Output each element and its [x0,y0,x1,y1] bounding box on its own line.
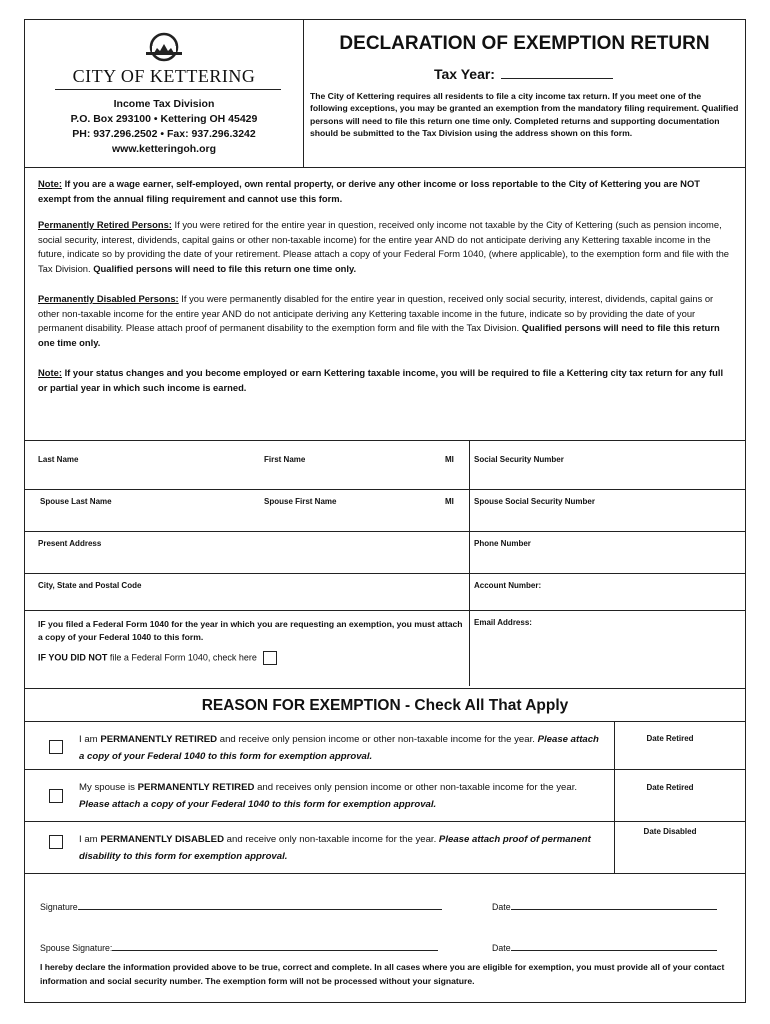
present-address-field[interactable]: Present Address [38,539,102,548]
division-website: www.ketteringoh.org [111,143,217,155]
reason-italic: Please attach a copy of your Federal 1040 to this form for exemption approval. [79,799,437,810]
disabled-persons-paragraph [38,292,735,350]
reason-row-disabled [25,821,745,873]
tax-year-field[interactable] [501,66,613,79]
disabled-reason-text [79,831,599,865]
personal-info-grid [25,440,745,686]
notes-section [38,177,735,411]
spouse-signature-line[interactable] [112,941,438,951]
spouse-date-line[interactable] [511,941,717,951]
signature-field[interactable] [40,900,442,912]
disabled-text: If you were permanently disabled for the entire year in question, received only social security, interest, dividends, capital gains or other non-taxable income for the entire year AND do not anticipate deriving any Kettering taxable income in the future, indicate so by providing the date of your permanent disability. Please attach proof of permanent disability to the exemption form and file with the Tax Division. [38,293,714,333]
note-text: If you are a wage earner, self-employed, own rental property, or derive any other income or loss reportable to the City of Kettering you are NOT exempt from the annual filing requirement and cannot use this form. [38,178,700,204]
account-number-field[interactable]: Account Number: [474,581,542,590]
date-field[interactable] [492,900,717,912]
tax-year-label: Tax Year: [434,66,495,82]
disabled-bold: Qualified persons will need to file this return one time only. [38,322,720,348]
retired-text: If you were retired for the entire year in question, received only income not taxable by the City of Kettering (such as pension income, social security, interest, dividends, capital gains or other non-taxable income) for the entire year AND do not anticipate deriving any Kettering taxable income in the future, indicate so by providing the date of your retirement. Please attach a copy of your Federal Form 1040, (where applicable), to the exemption form and file with the Tax Division. [38,219,729,274]
retired-persons-paragraph [38,218,735,276]
declaration-text: I hereby declare the information provided above to be true, correct and complete. In all cases where you are eligible for exemption, you must provide all of your contact information and social security number. The exemption form will not be processed without your signature. [40,962,725,986]
date-line[interactable] [511,900,717,910]
reason-bold: PERMANENTLY RETIRED [137,782,255,793]
retired-checkbox[interactable] [49,740,63,754]
spouse-date-retired-field[interactable]: Date Retired [646,783,694,792]
disabled-checkbox[interactable] [49,835,63,849]
tax-year [434,66,613,82]
divider [25,610,745,611]
no-1040-check [38,651,277,665]
reason-bold: PERMANENTLY DISABLED [100,834,224,845]
ssn-field[interactable]: Social Security Number [474,455,564,464]
city-name: CITY OF KETTERING [72,66,256,86]
reason-italic: Please attach proof of permanent disability to this form for exemption approval. [79,834,591,862]
date-label: Date [492,902,511,912]
reason-row-spouse-retired [25,769,745,821]
divider [55,89,281,90]
reason-text: and receive only non-taxable income for the year. [224,834,439,845]
city-logo-icon [144,32,184,66]
last-name-field[interactable]: Last Name [38,455,79,464]
federal-1040-instruction: IF you filed a Federal Form 1040 for the year in which you are requesting an exemption, you must attach a copy of your Federal 1040 to this form. [38,619,463,642]
division-phone-fax: PH: 937.296.2502 • Fax: 937.296.3242 [72,128,256,140]
phone-number-field[interactable]: Phone Number [474,539,531,548]
reason-pre: My spouse is [79,782,138,793]
spouse-retired-reason-text [79,779,599,813]
city-state-zip-field[interactable]: City, State and Postal Code [38,581,142,590]
division-address: P.O. Box 293100 • Kettering OH 45429 [70,113,258,125]
spouse-ssn-field[interactable]: Spouse Social Security Number [474,497,595,506]
retired-label: Permanently Retired Persons: [38,219,172,230]
reason-italic: Please attach a copy of your Federal 1040 to this form for exemption approval. [79,734,599,762]
no-1040-text: file a Federal Form 1040, check here [107,652,257,663]
divider [25,873,745,874]
no-1040-checkbox[interactable] [263,651,277,665]
header-title-block [304,20,745,167]
spouse-signature-label: Spouse Signature: [40,943,113,953]
divider [25,489,745,490]
spouse-retired-checkbox[interactable] [49,789,63,803]
form-frame [24,19,746,1003]
reason-title: REASON FOR EXEMPTION - Check All That Apply [201,697,569,714]
reason-bold: PERMANENTLY RETIRED [100,734,218,745]
signature-label: Signature [40,902,78,912]
division-name: Income Tax Division [113,98,215,110]
divider [25,573,745,574]
header-city-block [25,20,304,167]
divider [25,531,745,532]
retired-bold: Qualified persons will need to file this return one time only. [93,262,357,274]
spouse-first-name-field[interactable]: Spouse First Name [264,497,337,506]
note-label: Note: [38,367,62,378]
no-1040-bold: IF YOU DID NOT [38,652,108,663]
divider [25,688,745,689]
retired-reason-text [79,731,599,765]
note-text: If your status changes and you become employed or earn Kettering taxable income, you will be required to file a Kettering city tax return for any full or partial year in which such income is earned. [38,367,724,393]
spouse-signature-field[interactable] [40,941,438,953]
reason-text: and receives only pension income or other non-taxable income for the year. [254,782,578,793]
spouse-mi-field[interactable]: MI [445,497,454,506]
first-name-field[interactable]: First Name [264,455,306,464]
divider [25,167,745,168]
spouse-last-name-field[interactable]: Spouse Last Name [40,497,112,506]
mi-field[interactable]: MI [445,455,454,464]
note-status-change [38,366,735,395]
division-contact [25,97,303,157]
intro-text: The City of Kettering requires all residents to file a city income tax return. If you meet one of the following exceptions, you may be granted an exemption from the mandatory filing requirement. Qualified persons will need to file this return one time only. Completed returns and supporting documentation should be submitted to the Tax Division using the address shown on this form. [310,91,739,138]
spouse-date-label: Date [492,943,511,953]
signature-line[interactable] [78,900,442,910]
form-title: DECLARATION OF EXEMPTION RETURN [339,33,710,54]
reason-row-retired [25,721,745,769]
reason-pre: I am [79,734,101,745]
disabled-label: Permanently Disabled Persons: [38,293,179,304]
email-address-field[interactable]: Email Address: [474,618,532,627]
spouse-date-field[interactable] [492,941,717,953]
date-retired-field[interactable]: Date Retired [646,734,694,743]
note-label: Note: [38,178,62,189]
note-not-exempt [38,177,735,206]
reason-text: and receive only pension income or other non-taxable income for the year. [217,734,538,745]
reason-pre: I am [79,834,101,845]
date-disabled-field[interactable]: Date Disabled [643,827,697,836]
divider [469,441,470,686]
